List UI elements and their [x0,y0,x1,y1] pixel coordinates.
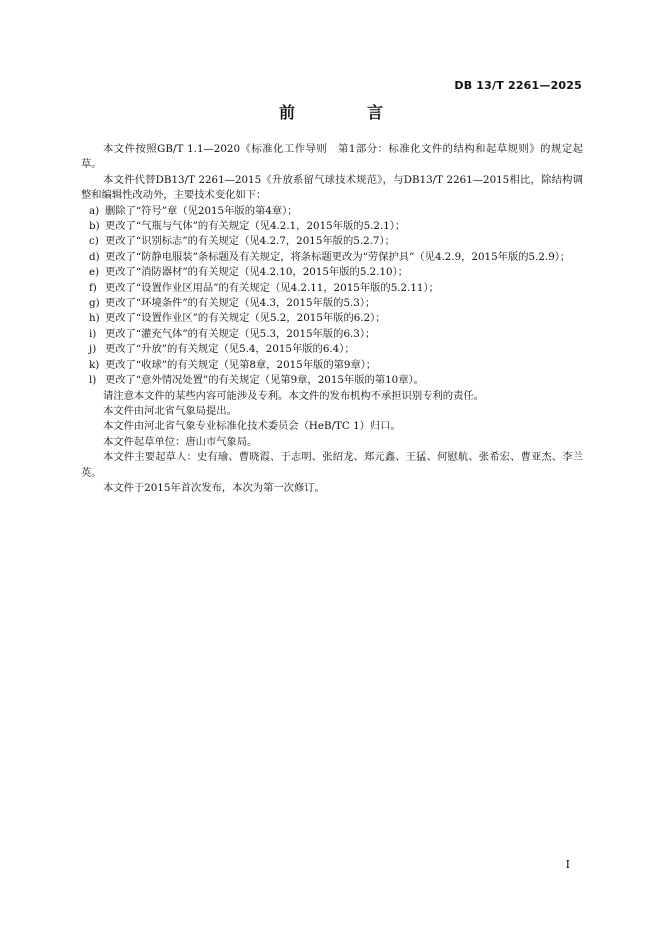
list-item [81,327,583,342]
list-item [81,265,583,280]
page-number: I [565,858,570,871]
list-item-text: 更改了“环境条件”的有关规定（见4.3，2015年版的5.3）； [105,297,376,310]
list-item-text: 更改了“收球”的有关规定（见第8章，2015年版的第9章）； [105,358,377,371]
doc-code: DB 13/T 2261—2025 [454,79,582,92]
list-item-text: 更改了“气瓶与气体”的有关规定（见4.2.1，2015年版的5.2.1）； [105,220,406,233]
closing-paragraph: 请注意本文件的某些内容可能涉及专利。本文件的发布机构不承担识别专利的责任。 [103,389,484,402]
closing-paragraph: 本文件由河北省气象局提出。 [103,404,237,417]
closing-paragraph: 本文件由河北省气象专业标准化技术委员会（HeB/TC 1）归口。 [103,420,401,433]
list-item [81,296,583,311]
intro-paragraph: 本文件按照GB/T 1.1—2020《标准化工作导则 第1部分：标准化文件的结构和起草规则》的规定起草。 [81,143,583,171]
page-title: 前 言 [278,103,411,122]
list-marker: c) [89,235,99,248]
list-item-text: 更改了“消防器材”的有关规定（见4.2.10，2015年版的5.2.10）； [105,266,409,279]
list-marker: k) [89,358,100,371]
list-item [81,234,583,249]
list-marker: h) [89,312,100,325]
list-marker: a) [89,204,100,217]
closing-paragraph: 本文件主要起草人：史有瑜、曹晓霞、于志明、张绍龙、郑元鑫、王猛、何慰航、张希宏、曹亚杰、李兰英。 [81,451,583,479]
list-item-text: 删除了“符号”章（见2015年版的第4章）； [105,204,298,217]
changes-list [81,204,583,389]
list-item [81,342,583,357]
list-item-text: 更改了“设置作业区”的有关规定（见5.2，2015年版的6.2）； [105,312,386,325]
intro-paragraph: 本文件代替DB13/T 2261—2015《升放系留气球技术规范》，与DB13/T 2261—2015相比，除结构调整和编辑性改动外，主要技术变化如下： [81,173,583,202]
list-item [81,219,583,234]
list-item [81,373,583,388]
closing-paragraph: 本文件起草单位：唐山市气象局。 [103,435,258,448]
list-marker: g) [89,297,100,310]
list-marker: j) [89,343,97,356]
list-item-text: 更改了“灌充气体”的有关规定（见5.3，2015年版的6.3）； [105,327,376,340]
list-marker: e) [89,266,100,279]
list-item-text: 更改了“意外情况处置”的有关规定（见第9章，2015年版的第10章）。 [105,374,424,387]
list-item [81,204,583,219]
list-marker: b) [89,220,100,233]
list-item [81,250,583,265]
list-item [81,358,583,373]
list-marker: d) [89,250,100,263]
closing-paragraph: 本文件于2015年首次发布，本次为第一次修订。 [103,481,325,494]
list-marker: f) [89,281,97,294]
list-marker: i) [89,327,97,340]
list-item-text: 更改了“升放”的有关规定（见5.4，2015年版的6.4）； [105,343,355,356]
list-item [81,311,583,326]
list-item-text: 更改了“防静电服装”条标题及有关规定，将条标题更改为“劳保护具”（见4.2.9，2015年版的5.2.9）； [105,250,571,263]
foreword-body [81,142,583,496]
list-marker: l) [89,374,97,387]
list-item-text: 更改了“识别标志”的有关规定（见4.2.7，2015年版的5.2.7）； [105,235,395,248]
list-item-text: 更改了“设置作业区用品”的有关规定（见4.2.11，2015年版的5.2.11）； [105,281,439,294]
list-item [81,281,583,296]
